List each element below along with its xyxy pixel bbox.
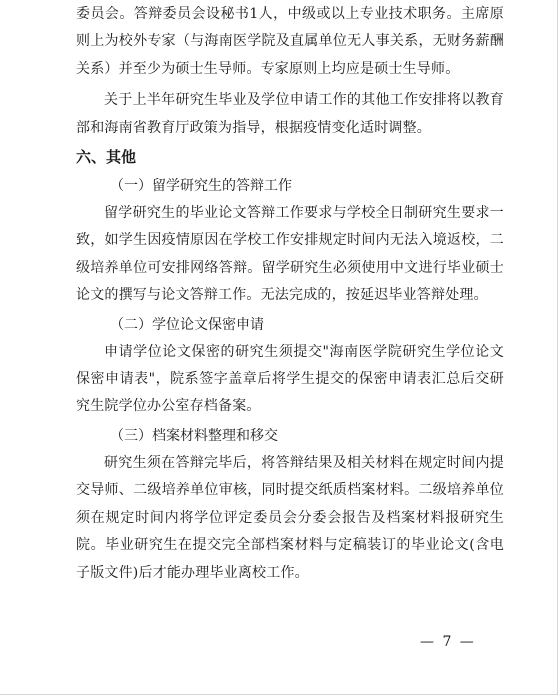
paragraph-confidentiality: 申请学位论文保密的研究生须提交"海南医学院研究生学位论文保密申请表"，院系签字盖章后将学生提交的保密申请表汇总后交研究生院学位办公室存档备案。 (76, 343, 504, 415)
page-content (76, 0, 504, 587)
subsection-heading-international: （一）留学研究生的答辩工作 (110, 178, 292, 195)
paragraph-committee: 委员会。答辩委员会设秘书1人，中级或以上专业技术职务。主席原则上为校外专家（与海南医学院及直属单位无人事关系，无财务薪酬关系）并至少为硕士生导师。专家原则上均应是硕士生导师。 (76, 6, 504, 77)
paragraph-other-arrangements: 关于上半年研究生毕业及学位申请工作的其他工作安排将以教育部和海南省教育厅政策为指导，根据疫情变化适时调整。 (76, 92, 504, 136)
paragraph-international-students: 留学研究生的毕业论文答辩工作要求与学校全日制研究生要求一致，如学生因疫情原因在学校工作安排规定时间内无法入境返校，二级培养单位可安排网络答辩。留学研究生必须使用中文进行毕业硕士论文的撰写与论文答辩工作。无法完成的，按延迟毕业答辩处理。 (76, 205, 504, 304)
subsection-heading-archives: （三）档案材料整理和移交 (110, 427, 278, 444)
subsection-heading-confidentiality: （二）学位论文保密申请 (110, 316, 264, 333)
section-heading-other: 六、其他 (76, 148, 137, 167)
paragraph-archives: 研究生须在答辩完毕后，将答辩结果及相关材料在规定时间内提交导师、二级培养单位审核，同时提交纸质档案材料。二级培养单位须在规定时间内将学位评定委员会分委会报告及档案材料报研究生院。毕业研究生在提交完全部档案材料与定稿装订的毕业论文(含电子版文件)后才能办理毕业离校工作。 (76, 454, 504, 581)
page-number: — 7 — (420, 634, 476, 650)
